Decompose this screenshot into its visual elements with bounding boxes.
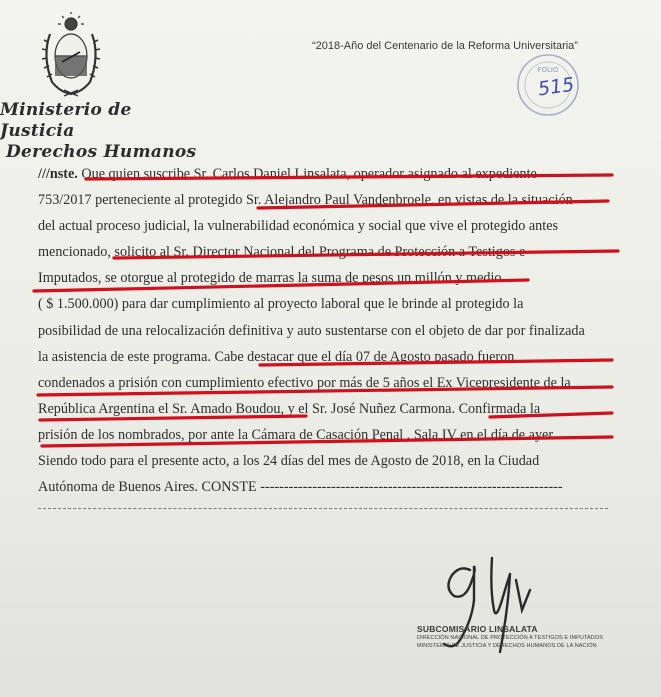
coat-of-arms-icon [40, 12, 102, 98]
body-line-segment: Que quien suscribe Sr. Carlos Daniel Linsalata, operador asignado al expediente [81, 166, 537, 182]
body-line-segment: mencionado, solicito al Sr. Director Nacional del Programa de Protección a Testigos e [38, 244, 526, 261]
folio-label: FOLIO [537, 66, 559, 74]
body-line-segment: la asistencia de este programa. Cabe destacar que el día 07 de Agosto pasado fueron [38, 348, 515, 365]
body-line-segment: del actual proceso judicial, la vulnerabilidad económica y social que vive el protegido antes [38, 218, 559, 235]
body-line-segment: Autónoma de Buenos Aires. CONSTE ---------------------------------------------------------------- [38, 479, 563, 496]
body-line [38, 318, 618, 344]
body-line [38, 213, 618, 239]
body-line [38, 474, 618, 500]
body-line-segment: 753/2017 perteneciente al protegido Sr. Alejandro Paul Vandenbroele, en vistas de la situación [38, 192, 573, 209]
ministry-line-1: Ministerio de Justicia [0, 100, 132, 141]
signer-office: DIRECCIÓN NACIONAL DE PROTECCIÓN A TESTIGOS E IMPUTADOS [417, 635, 604, 641]
year-motto: “2018-Año del Centenario de la Reforma Universitaria” [312, 40, 578, 52]
body-line-segment: ///nste. [38, 166, 82, 182]
signer-ministry: MINISTERIO DE JUSTICIA Y DERECHOS HUMANOS DE LA NACIÓN [417, 643, 597, 649]
signer-title: SUBCOMISARIO LINSALATA [417, 624, 538, 634]
ministry-line-2: Derechos Humanos [6, 142, 197, 162]
body-line [38, 265, 618, 291]
document-body [38, 161, 618, 500]
folio-number: 515 [536, 73, 576, 101]
ministry-name [0, 100, 200, 163]
body-line-segment: condenados a prisión con cumplimiento efectivo por más de 5 años el Ex Vicepresidente de la [38, 374, 571, 391]
body-line [38, 370, 618, 396]
body-line-segment: Siendo todo para el presente acto, a los 24 días del mes de Agosto de 2018, en la Ciudad [38, 453, 540, 470]
body-line [38, 344, 618, 370]
body-line-segment: Imputados, se otorgue al protegido de marras la suma de pesos un millón y medio [38, 270, 502, 287]
body-line-segment: República Argentina el Sr. Amado Boudou, y el Sr. José Nuñez Carmona. Confirmada la [38, 400, 541, 417]
body-line [38, 422, 618, 448]
closing-dash-line [38, 508, 608, 509]
body-line [38, 291, 618, 317]
body-line-segment: posibilidad de una relocalización definitiva y auto sustentarse con el objeto de dar por finalizada [38, 322, 585, 339]
signature-block [417, 624, 603, 650]
body-line [38, 187, 618, 213]
body-line [38, 239, 618, 265]
body-line-segment: prisión de los nombrados, por ante la Cámara de Casación Penal , Sala IV en el día de ayer . [38, 426, 561, 443]
body-line-segment: ( $ 1.500.000) para dar cumplimiento al proyecto laboral que le brinde al protegido la [38, 296, 524, 313]
body-line [38, 396, 618, 422]
body-line [38, 161, 618, 187]
body-line [38, 448, 618, 474]
